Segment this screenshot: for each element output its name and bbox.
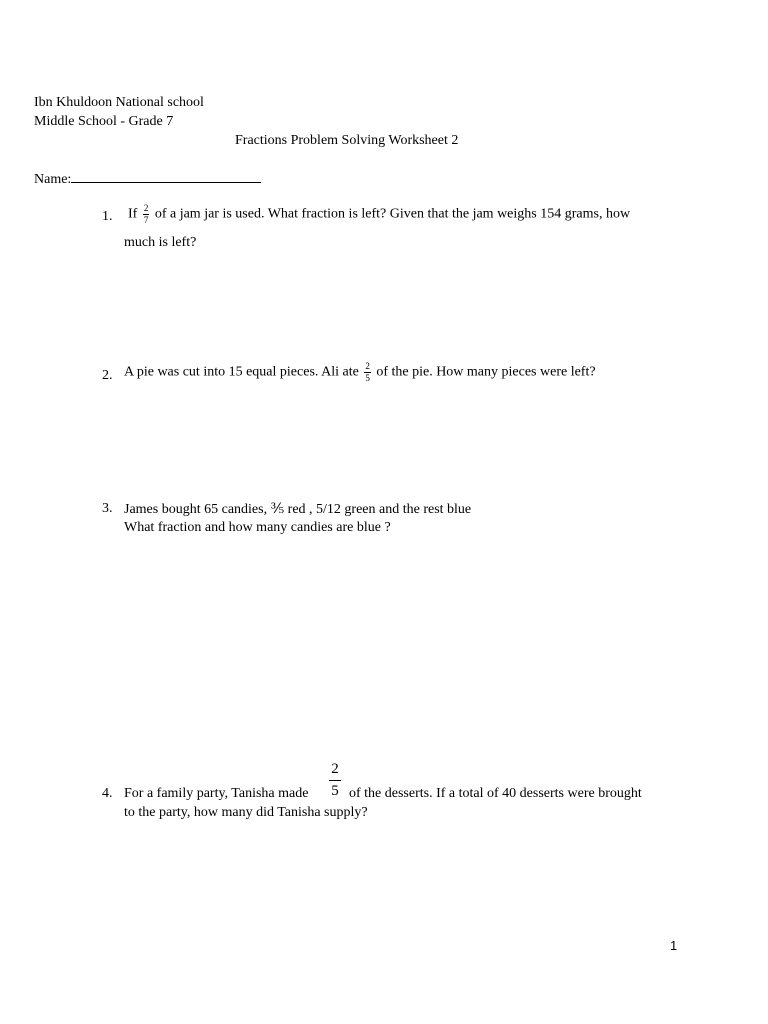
- question-1-number: 1.: [102, 209, 113, 224]
- question-2-post: of the pie. How many pieces were left?: [376, 364, 596, 380]
- question-4-post: of the desserts. If a total of 40 desserts were brought: [349, 786, 642, 801]
- question-1-text: [128, 204, 630, 225]
- question-4-line2: to the party, how many did Tanisha supply?: [124, 805, 368, 820]
- fraction-bar: [329, 780, 341, 781]
- name-label: Name:: [34, 172, 72, 187]
- fraction-denominator: 7: [143, 215, 149, 225]
- question-2-number: 2.: [102, 368, 113, 383]
- name-blank-line[interactable]: [71, 169, 261, 183]
- worksheet-title: Fractions Problem Solving Worksheet 2: [235, 133, 459, 148]
- question-4-pre: For a family party, Tanisha made: [124, 786, 309, 801]
- fraction-numerator: 2: [365, 361, 370, 371]
- question-1-fraction: [143, 204, 150, 225]
- question-2-text: [124, 362, 596, 383]
- fraction-denominator: 5: [331, 783, 339, 799]
- question-3-number: 3.: [102, 501, 113, 516]
- question-3-line2: What fraction and how many candies are blue ?: [124, 520, 391, 535]
- question-2-fraction: [364, 362, 371, 383]
- fraction-numerator: 2: [331, 761, 339, 777]
- question-4-number: 4.: [102, 786, 113, 801]
- question-1-line2: much is left?: [124, 235, 197, 250]
- question-1-pre: If: [128, 206, 138, 222]
- question-3-line1: James bought 65 candies, ⅗ red , 5/12 green and the rest blue: [124, 502, 472, 517]
- question-4-fraction: [329, 762, 341, 799]
- page-number: 1: [670, 938, 678, 953]
- fraction-denominator: 5: [365, 373, 370, 383]
- school-name: Ibn Khuldoon National school: [34, 95, 204, 110]
- fraction-numerator: 2: [143, 203, 149, 213]
- question-2-pre: A pie was cut into 15 equal pieces. Ali ate: [124, 364, 359, 380]
- question-1-post: of a jam jar is used. What fraction is left? Given that the jam weighs 154 grams, how: [154, 206, 631, 222]
- name-field[interactable]: [34, 169, 261, 188]
- grade-label: Middle School - Grade 7: [34, 114, 174, 129]
